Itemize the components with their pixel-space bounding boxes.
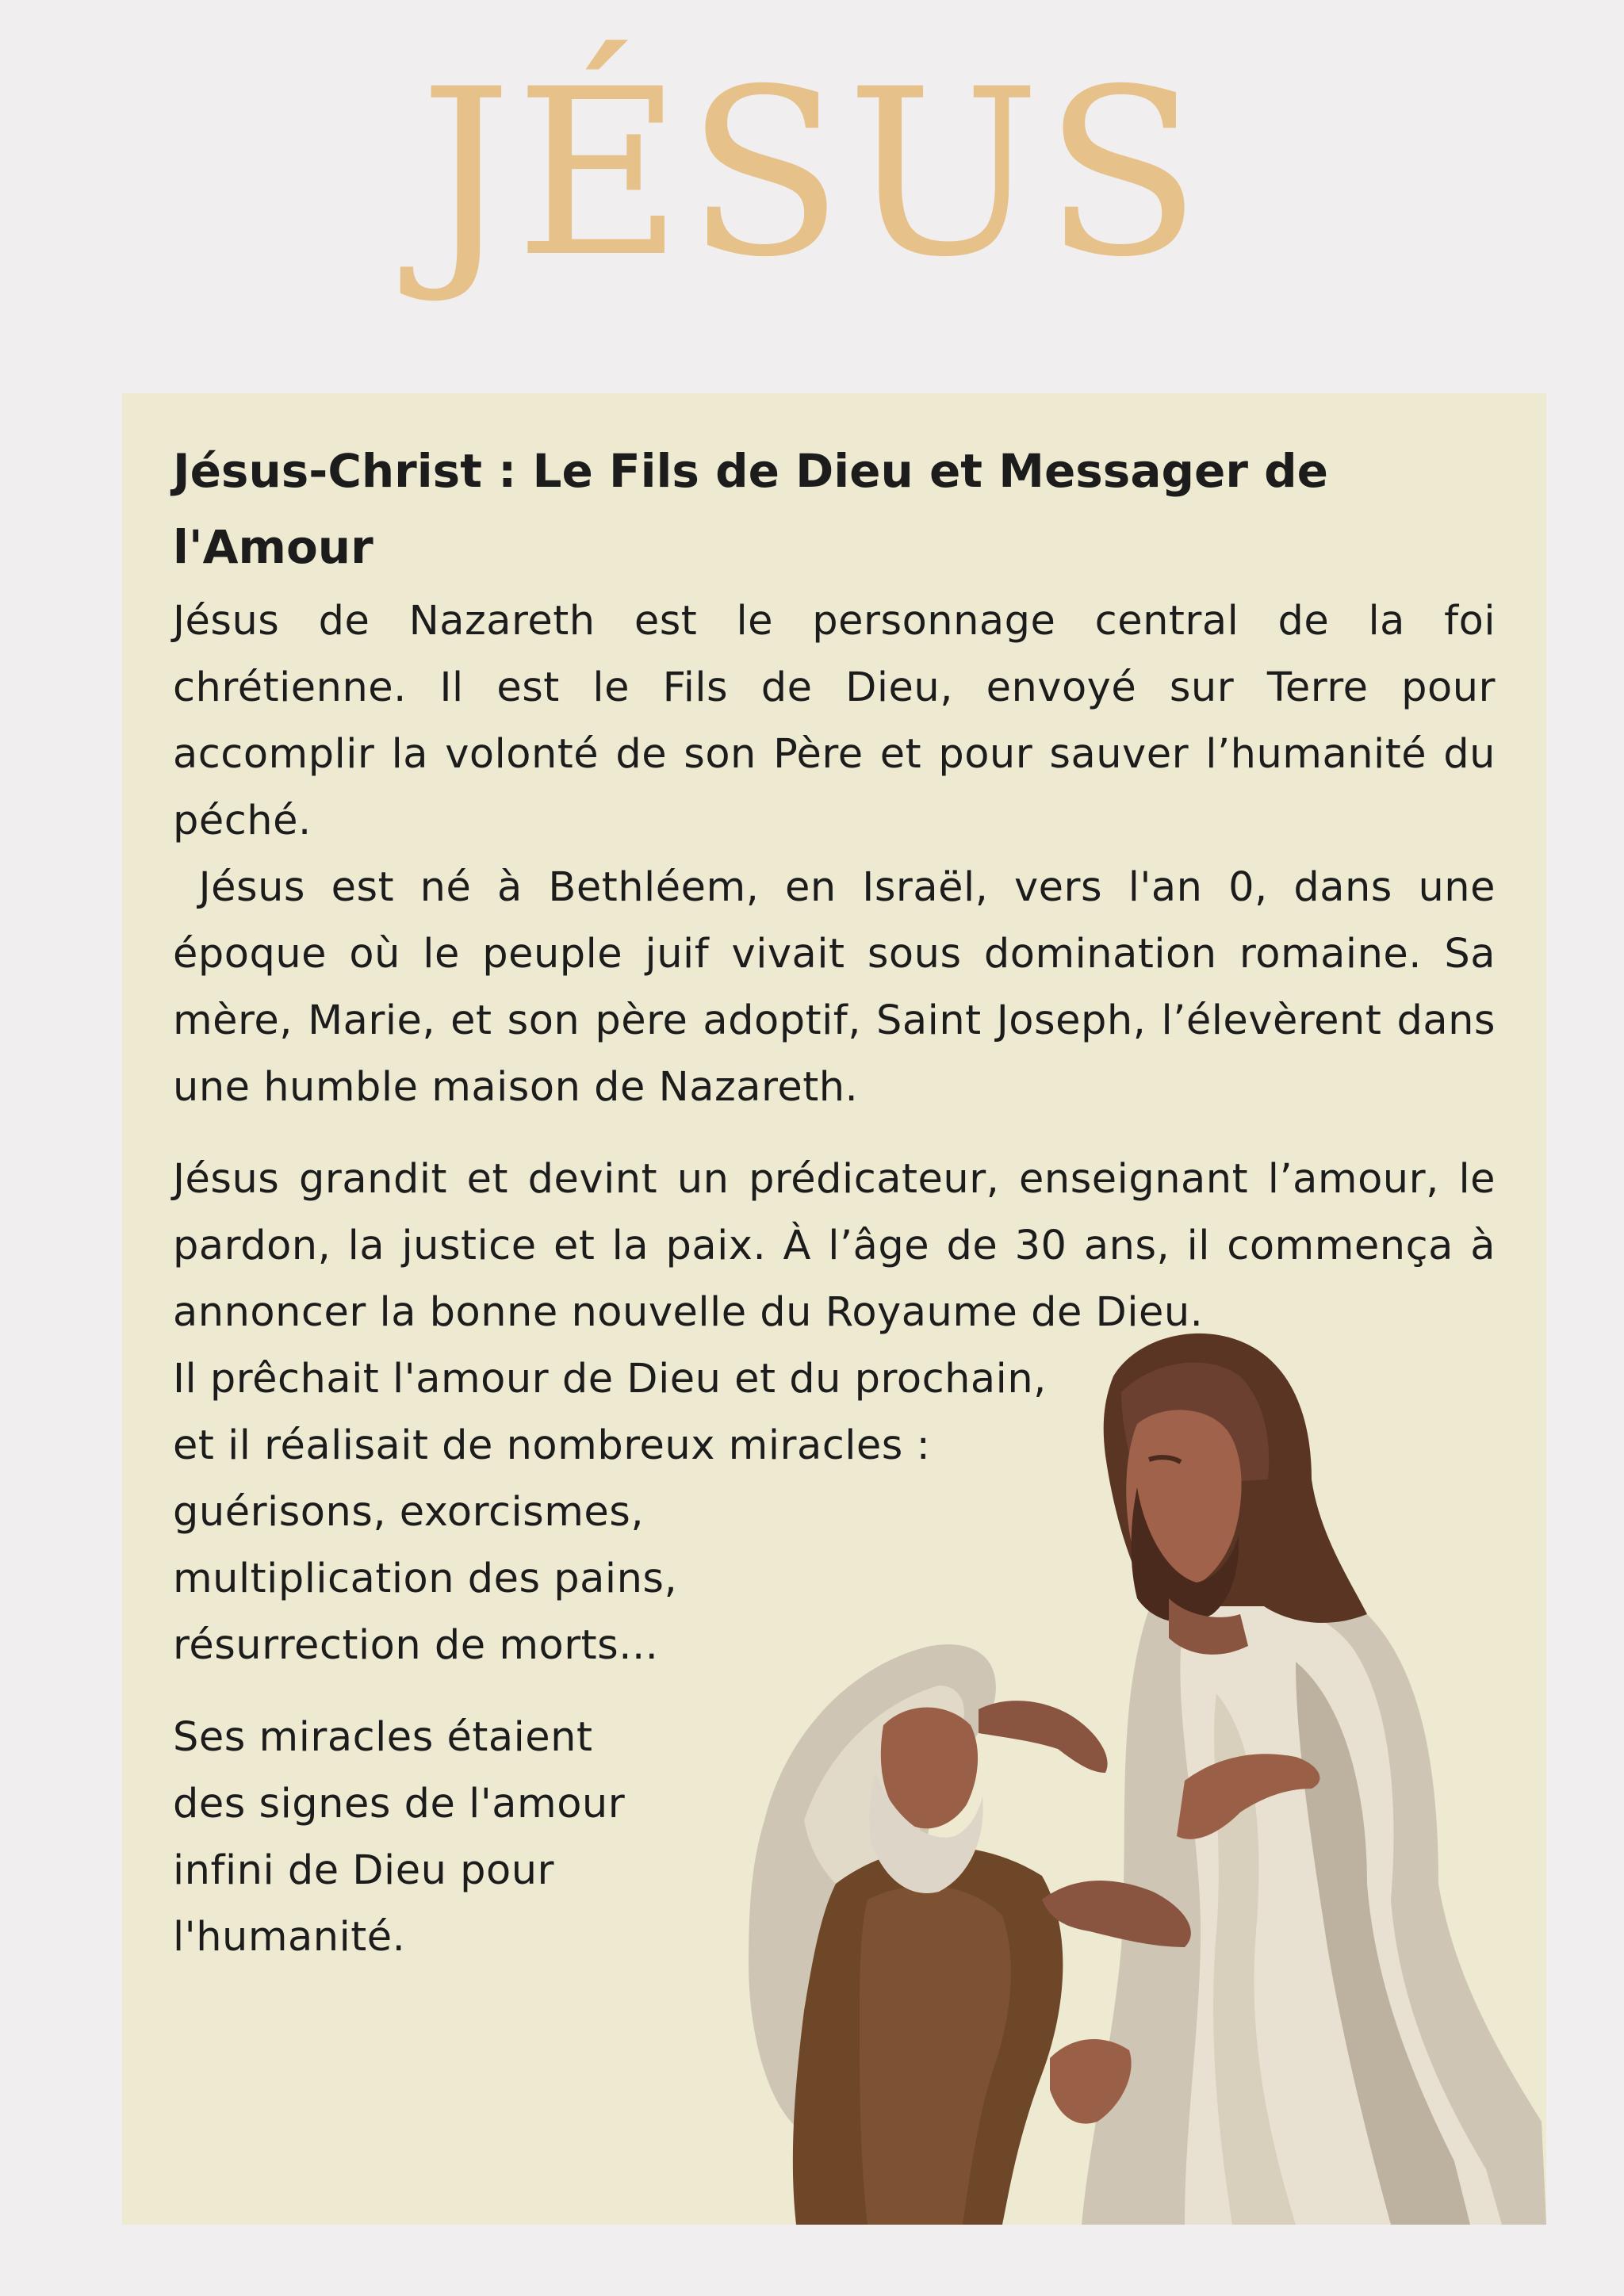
signs-line: infini de Dieu pour	[173, 1847, 555, 1894]
signs-line: des signes de l'amour	[173, 1781, 626, 1827]
signs-line: Ses miracles étaient	[173, 1714, 593, 1761]
paragraph-ministry: Jésus grandit et devint un prédicateur, enseignant l’amour, le pardon, la justice et la paix. À l’âge de 30 ans, il commença à annoncer la bonne nouvelle du Royaume de Dieu.	[173, 1156, 1496, 1336]
paragraph-intro: Jésus de Nazareth est le personnage central de la foi chrétienne. Il est le Fils de Dieu, envoyé sur Terre pour accomplir la volonté de son Père et pour sauver l’humanité du péché.	[173, 598, 1496, 844]
miracles-line: Il prêchait l'amour de Dieu et du prochain,	[173, 1356, 1047, 1402]
miracles-line: guérisons, exorcismes,	[173, 1489, 645, 1536]
signs-line: l'humanité.	[173, 1914, 406, 1961]
paragraph-birth: Jésus est né à Bethléem, en Israël, vers l'an 0, dans une époque où le peuple juif vivait sous domination romaine. Sa mère, Marie, et son père adoptif, Saint Joseph, l’élevèrent dans une humble maison de Nazareth.	[173, 864, 1509, 1111]
miracles-line: multiplication des pains,	[173, 1556, 678, 1602]
section-heading: Jésus-Christ : Le Fils de Dieu et Messager de l'Amour	[173, 444, 1328, 574]
content-panel	[122, 393, 1546, 2225]
page-title: JÉSUS	[419, 40, 1205, 308]
miracles-line: résurrection de morts...	[173, 1622, 659, 1669]
miracles-line: et il réalisait de nombreux miracles :	[173, 1422, 931, 1469]
jesus-healing-illustration-icon	[741, 1329, 1546, 2225]
